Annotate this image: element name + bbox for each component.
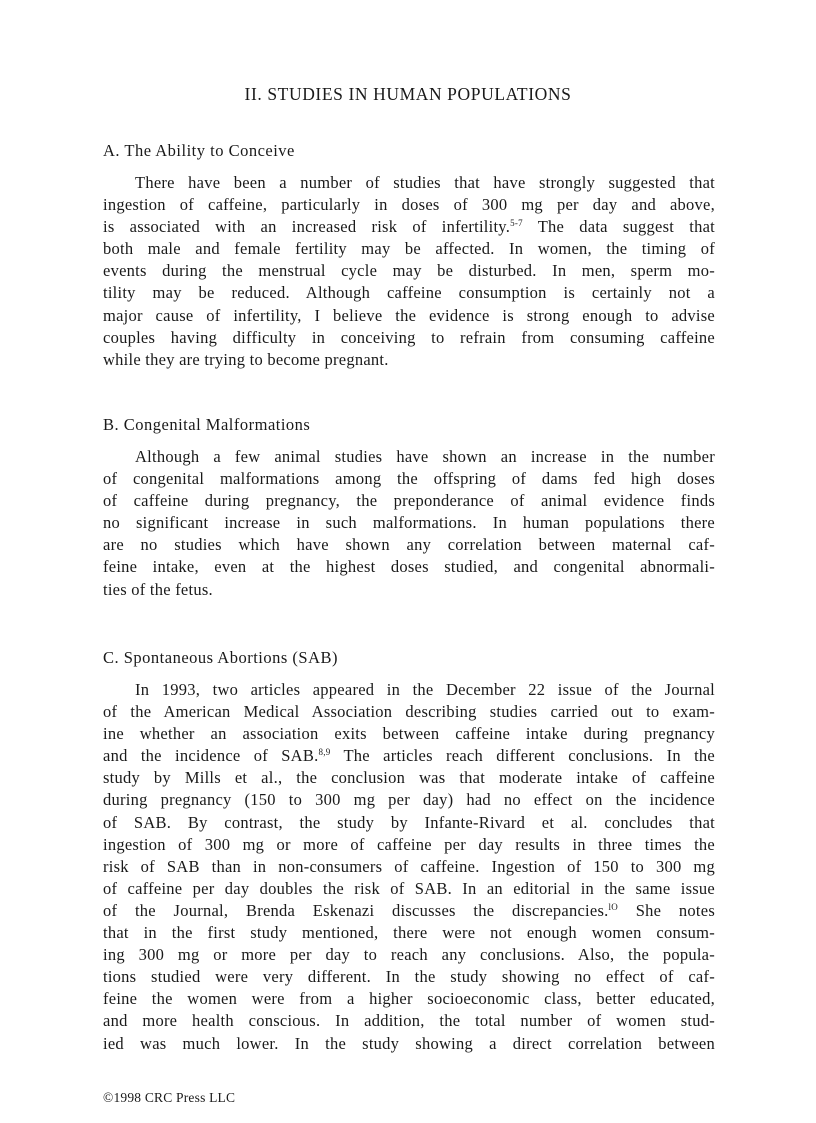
paragraph-line: feine the women were from a higher socioeconomic class, better educated,	[103, 989, 715, 1009]
paragraph-line	[103, 745, 715, 767]
section-body-congenital-malformations	[103, 446, 715, 601]
line-segment: is associated with an increased risk of infertility.	[103, 217, 511, 237]
paragraph-line: that in the first study mentioned, there were not enough women consum-	[103, 923, 715, 943]
chapter-title: II. STUDIES IN HUMAN POPULATIONS	[244, 84, 572, 104]
paragraph-line: ingestion of caffeine, particularly in doses of 300 mg per day and above,	[103, 195, 715, 215]
paragraph-line: couples having difficulty in conceiving to refrain from consuming caffeine	[103, 327, 715, 347]
paragraph-line: study by Mills et al., the conclusion was that moderate intake of caffeine	[103, 768, 715, 788]
paragraph-line: ine whether an association exits between caffeine intake during pregnancy	[103, 724, 715, 744]
paragraph-line: feine intake, even at the highest doses studied, and congenital abnormali-	[103, 557, 715, 577]
paragraph-line: There have been a number of studies that have strongly suggested that	[135, 173, 715, 192]
paragraph-line: of caffeine during pregnancy, the preponderance of animal evidence finds	[103, 491, 715, 511]
paragraph-line: while they are trying to become pregnant.	[103, 349, 389, 369]
citation-superscript: lO	[608, 901, 619, 912]
paragraph-line: during pregnancy (150 to 300 mg per day) had no effect on the incidence	[103, 790, 715, 810]
line-segment: The articles reach different conclusions. In the	[330, 746, 715, 766]
paragraph-line: ingestion of 300 mg or more of caffeine per day results in three times the	[103, 834, 715, 854]
paragraph-line: Although a few animal studies have shown an increase in the number	[135, 447, 715, 466]
paragraph-line: tions studied were very different. In the study showing no effect of caf-	[103, 967, 715, 987]
paragraph-line: no significant increase in such malformations. In human populations there	[103, 513, 715, 533]
section-body-ability-to-conceive	[103, 172, 715, 371]
section-heading-congenital-malformations: B. Congenital Malformations	[103, 415, 311, 434]
line-segment: She notes	[618, 900, 715, 920]
section-body-spontaneous-abortions	[103, 679, 715, 1055]
paragraph-line: and more health conscious. In addition, the total number of women stud-	[103, 1011, 715, 1031]
line-segment: and the incidence of SAB.	[103, 746, 319, 766]
paragraph-line: risk of SAB than in non-consumers of caffeine. Ingestion of 150 to 300 mg	[103, 856, 715, 876]
paragraph-line: of congenital malformations among the offspring of dams fed high doses	[103, 469, 715, 489]
paragraph-line: of caffeine per day doubles the risk of SAB. In an editorial in the same issue	[103, 878, 715, 898]
paragraph-line: tility may be reduced. Although caffeine consumption is certainly not a	[103, 283, 715, 303]
paragraph-line: of the American Medical Association describing studies carried out to exam-	[103, 702, 715, 722]
line-segment: The data suggest that	[522, 217, 715, 237]
paragraph-line	[103, 216, 715, 238]
paragraph-line: are no studies which have shown any correlation between maternal caf-	[103, 535, 715, 555]
section-heading-spontaneous-abortions: C. Spontaneous Abortions (SAB)	[103, 648, 339, 667]
paragraph-line: both male and female fertility may be affected. In women, the timing of	[103, 239, 715, 259]
paragraph-line: events during the menstrual cycle may be disturbed. In men, sperm mo-	[103, 261, 715, 281]
line-segment: of the Journal, Brenda Eskenazi discusses the discrepancies.	[103, 900, 609, 920]
paragraph-line: ties of the fetus.	[103, 579, 213, 599]
citation-superscript: 8,9	[318, 747, 331, 758]
paragraph-line: ing 300 mg or more per day to reach any conclusions. Also, the popula-	[103, 945, 715, 965]
paragraph-line	[103, 900, 715, 922]
copyright-footer: ©1998 CRC Press LLC	[103, 1090, 236, 1105]
paragraph-line: In 1993, two articles appeared in the December 22 issue of the Journal	[135, 680, 715, 699]
section-heading-ability-to-conceive: A. The Ability to Conceive	[103, 141, 295, 160]
citation-superscript: 5-7	[510, 218, 523, 229]
paragraph-line: major cause of infertility, I believe the evidence is strong enough to advise	[103, 305, 715, 325]
paragraph-line: ied was much lower. In the study showing a direct correlation between	[103, 1033, 715, 1053]
paragraph-line: of SAB. By contrast, the study by Infante-Rivard et al. concludes that	[103, 812, 715, 832]
